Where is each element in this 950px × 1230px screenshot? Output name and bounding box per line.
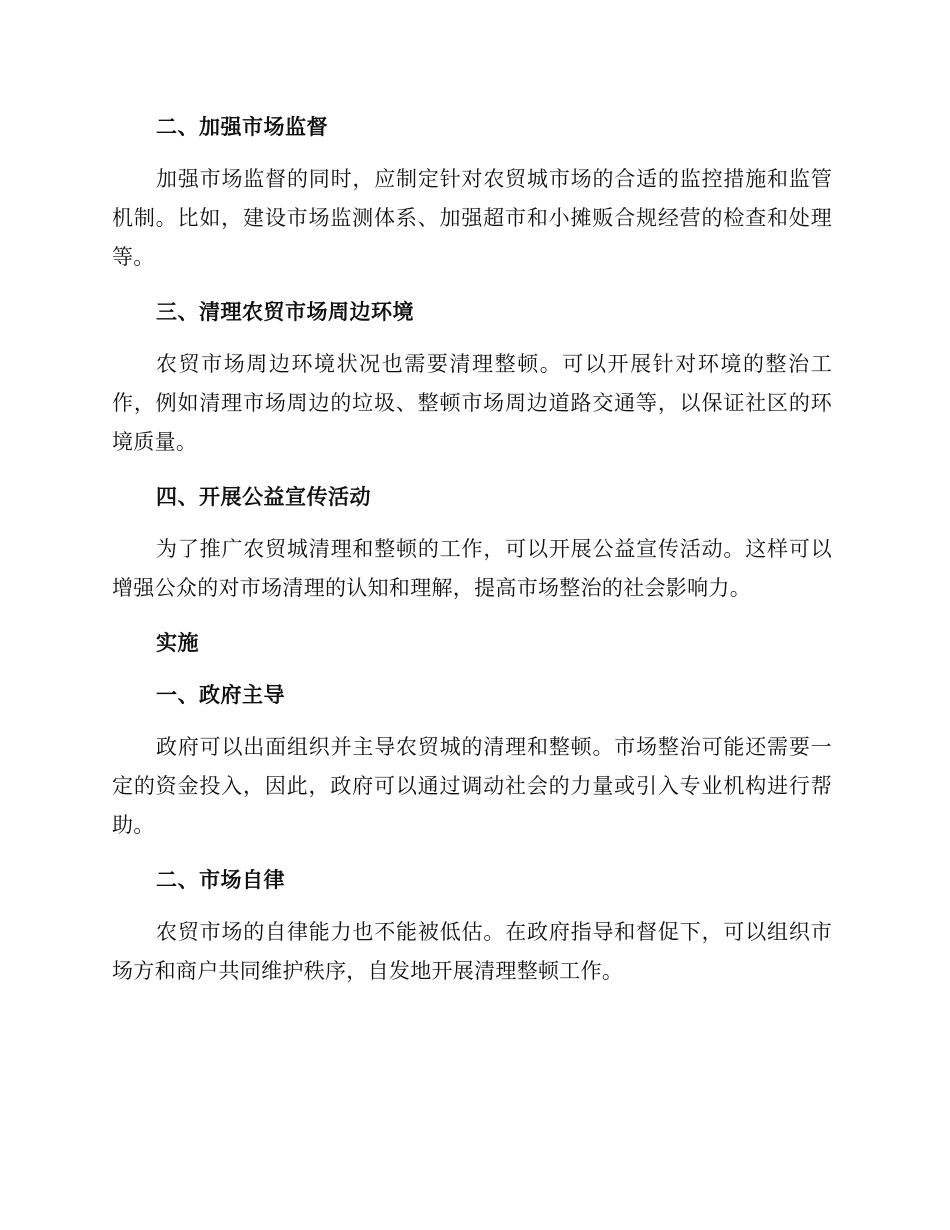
document-body (112, 108, 832, 991)
section-paragraph-public-campaign: 为了推广农贸城清理和整顿的工作，可以开展公益宣传活动。这样可以增强公众的对市场清理的认知和理解，提高市场整治的社会影响力。 (112, 537, 832, 600)
section-paragraph-surrounding-environment: 农贸市场周边环境状况也需要清理整顿。可以开展针对环境的整治工作，例如清理市场周边的垃圾、整顿市场周边道路交通等，以保证社区的环境质量。 (112, 352, 832, 454)
section-heading-market-self-discipline: 二、市场自律 (156, 868, 285, 892)
section-heading-implementation: 实施 (156, 631, 199, 655)
section-heading-government-led: 一、政府主导 (156, 683, 285, 707)
section-paragraph-market-supervision: 加强市场监督的同时，应制定针对农贸城市场的合适的监控措施和监管机制。比如，建设市场监测体系、加强超市和小摊贩合规经营的检查和处理等。 (112, 167, 832, 269)
section-heading-public-campaign: 四、开展公益宣传活动 (156, 485, 371, 509)
section-paragraph-government-led: 政府可以出面组织并主导农贸城的清理和整顿。市场整治可能还需要一定的资金投入，因此，政府可以通过调动社会的力量或引入专业机构进行帮助。 (112, 735, 832, 837)
section-heading-surrounding-environment: 三、清理农贸市场周边环境 (156, 300, 414, 324)
section-heading-market-supervision: 二、加强市场监督 (156, 115, 328, 139)
section-paragraph-market-self-discipline: 农贸市场的自律能力也不能被低估。在政府指导和督促下，可以组织市场方和商户共同维护秩序，自发地开展清理整顿工作。 (112, 920, 832, 983)
